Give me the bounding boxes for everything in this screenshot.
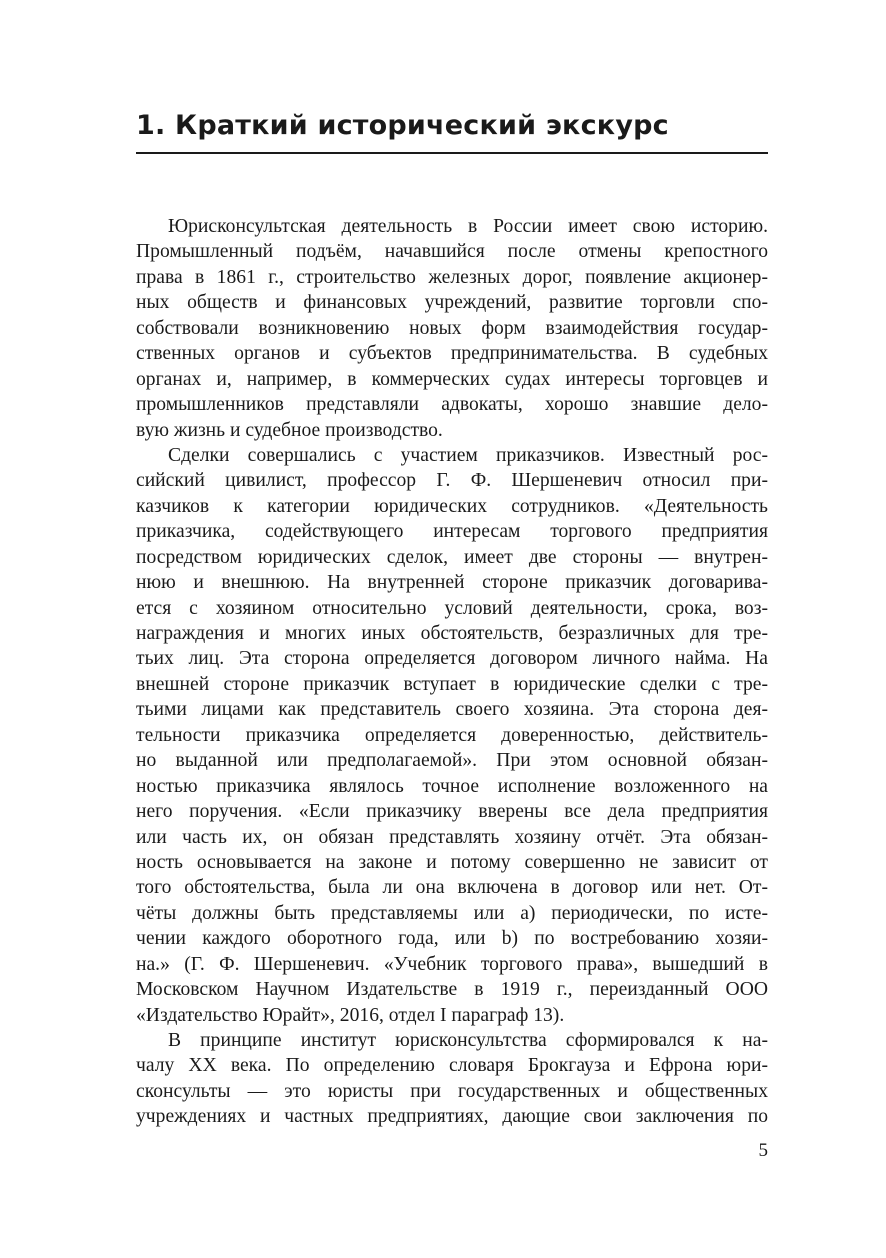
- body-text: [136, 214, 768, 1130]
- text-line: ных обществ и финансовых учреждений, развитие торговли спо-: [136, 292, 768, 314]
- text-line: органах и, например, в коммерческих судах интересы торговцев и: [136, 368, 768, 390]
- text-line: казчиков к категории юридических сотрудников. «Деятельность: [136, 495, 768, 517]
- text-line: В принципе институт юрисконсультства сформировался к на-: [168, 1030, 768, 1051]
- text-line: сконсульты — это юристы при государственных и общественных: [136, 1080, 768, 1102]
- text-line: промышленников представляли адвокаты, хорошо знавшие дело-: [136, 394, 768, 416]
- title-underline: [136, 152, 768, 154]
- text-line: внешней стороне приказчик вступает в юридические сделки с тре-: [136, 673, 768, 695]
- paragraph: [136, 1028, 768, 1130]
- text-line: Промышленный подъём, начавшийся после отмены крепостного: [136, 241, 768, 263]
- chapter-title: 1. Краткий исторический экскурс: [136, 110, 669, 141]
- paragraph: [136, 214, 768, 443]
- text-line: учреждениях и частных предприятиях, дающие свои заключения по: [136, 1106, 768, 1128]
- text-line: Сделки совершались с участием приказчиков. Известный рос-: [168, 444, 768, 466]
- text-line: посредством юридических сделок, имеет две стороны — внутрен-: [136, 546, 768, 568]
- text-line: чёты должны быть представляемы или a) периодически, по исте-: [136, 902, 768, 924]
- text-line: того обстоятельства, была ли она включена в договор или нет. От-: [136, 877, 768, 899]
- text-line: права в 1861 г., строительство железных дорог, появление акционер-: [136, 266, 768, 288]
- text-line: но выданной или предполагаемой». При этом основной обязан-: [136, 750, 768, 772]
- text-line: ется с хозяином относительно условий деятельности, срока, воз-: [136, 597, 768, 619]
- text-line: сийский цивилист, профессор Г. Ф. Шершеневич относил при-: [136, 470, 768, 492]
- text-line: него поручения. «Если приказчику вверены все дела предприятия: [136, 801, 768, 823]
- text-line: нюю и внешнюю. На внутренней стороне приказчик договарива-: [136, 572, 768, 594]
- text-line: приказчика, содействующего интересам торгового предприятия: [136, 521, 768, 543]
- text-line: Юрисконсультская деятельность в России имеет свою историю.: [168, 216, 768, 237]
- text-line: собствовали возникновению новых форм взаимодействия государ-: [136, 317, 768, 339]
- text-line: ностью приказчика являлось точное исполнение возложенного на: [136, 775, 768, 797]
- text-line: чалу XX века. По определению словаря Брокгауза и Ефрона юри-: [136, 1055, 768, 1077]
- text-line: ность основывается на законе и потому совершенно не зависит от: [136, 851, 768, 873]
- text-line: «Издательство Юрайт», 2016, отдел I параграф 13).: [136, 1004, 565, 1026]
- text-line: награждения и многих иных обстоятельств, безразличных для тре-: [136, 623, 768, 644]
- text-line: Московском Научном Издательстве в 1919 г., переизданный ООО: [136, 979, 768, 1001]
- text-line: на.» (Г. Ф. Шершеневич. «Учебник торгового права», вышедший в: [136, 953, 768, 975]
- text-line: вую жизнь и судебное производство.: [136, 419, 443, 441]
- page-number: 5: [758, 1140, 768, 1161]
- text-line: тельности приказчика определяется доверенностью, действитель-: [136, 724, 768, 746]
- text-line: или часть их, он обязан представлять хозяину отчёт. Эта обязан-: [136, 826, 768, 848]
- text-line: ственных органов и субъектов предпринимательства. В судебных: [136, 343, 768, 365]
- paragraph: [136, 443, 768, 1028]
- text-line: чении каждого оборотного года, или b) по востребованию хозяи-: [136, 928, 768, 950]
- text-line: тьими лицами как представитель своего хозяина. Эта сторона дея-: [136, 699, 768, 721]
- text-line: тьих лиц. Эта сторона определяется договором личного найма. На: [136, 648, 768, 670]
